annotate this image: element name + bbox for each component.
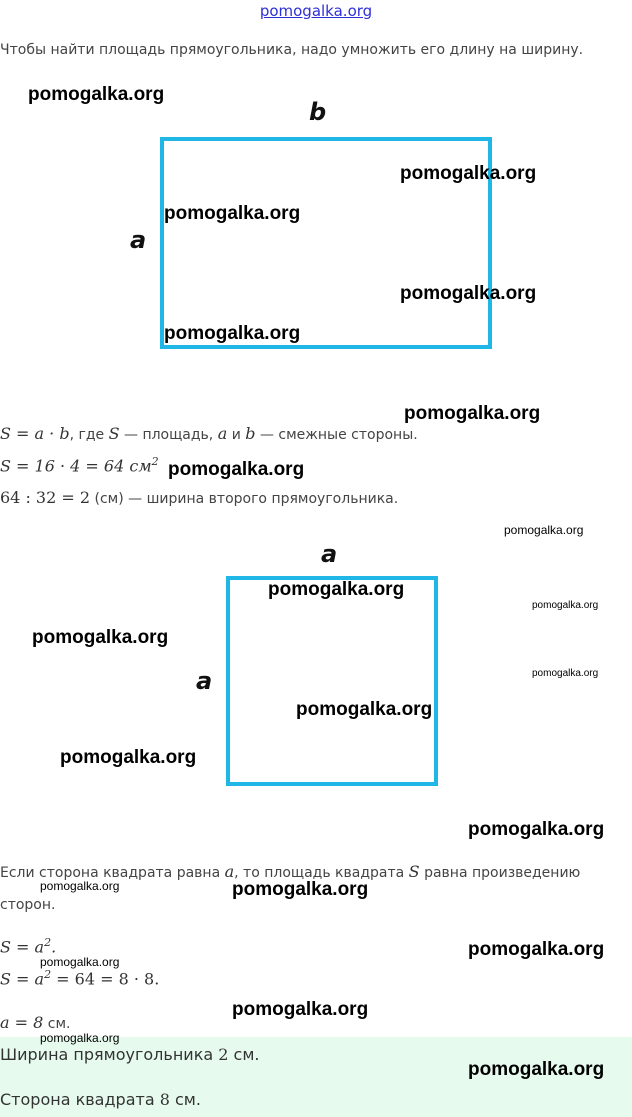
watermark: pomogalka.org bbox=[164, 203, 301, 224]
square-calc-exponent: 2 bbox=[44, 968, 52, 981]
answer-value: 2 bbox=[218, 1045, 229, 1064]
watermark: pomogalka.org bbox=[164, 323, 301, 344]
square-intro-text: , то площадь квадрата bbox=[234, 865, 409, 881]
calc-area-line bbox=[0, 455, 159, 475]
square-formula-exponent: 2 bbox=[44, 936, 52, 949]
square-side: a = 8 bbox=[0, 1013, 44, 1032]
square-intro-text: Если сторона квадрата равна bbox=[0, 865, 225, 881]
answer-line-1 bbox=[0, 1045, 259, 1064]
answer-unit: см. bbox=[169, 1090, 201, 1109]
header-site-link[interactable]: pomogalka.org bbox=[259, 2, 373, 20]
watermark: pomogalka.org bbox=[532, 668, 599, 679]
watermark: pomogalka.org bbox=[40, 955, 120, 969]
square-intro-text: равна произведению bbox=[419, 865, 581, 881]
formula-s: S = a · b bbox=[0, 424, 70, 443]
square-label-left: a bbox=[196, 667, 213, 695]
formula-var-b: b bbox=[245, 424, 256, 443]
watermark: pomogalka.org bbox=[296, 699, 433, 720]
watermark: pomogalka.org bbox=[468, 819, 605, 840]
watermark: pomogalka.org bbox=[400, 283, 537, 304]
answer-value: 8 bbox=[159, 1090, 170, 1109]
watermark: pomogalka.org bbox=[532, 600, 599, 611]
square-shape bbox=[226, 576, 438, 786]
watermark: pomogalka.org bbox=[232, 879, 369, 900]
watermark: pomogalka.org bbox=[268, 579, 405, 600]
answer-unit: см. bbox=[228, 1045, 260, 1064]
calc-width-line bbox=[0, 488, 398, 507]
watermark: pomogalka.org bbox=[468, 1059, 605, 1080]
square-intro-var-a: a bbox=[224, 862, 235, 881]
rectangle-label-top: b bbox=[309, 98, 327, 126]
watermark: pomogalka.org bbox=[40, 1031, 120, 1045]
square-calc-line bbox=[0, 968, 159, 988]
formula-text: — смежные стороны. bbox=[255, 427, 418, 443]
watermark: pomogalka.org bbox=[232, 999, 369, 1020]
calc-area: S = 16 · 4 = 64 см bbox=[0, 456, 152, 476]
square-formula-line bbox=[0, 936, 56, 956]
watermark: pomogalka.org bbox=[404, 403, 541, 424]
square-side-unit: см. bbox=[43, 1016, 71, 1032]
calc-width: 64 : 32 = 2 bbox=[0, 488, 91, 507]
formula-var-s: S bbox=[108, 424, 120, 443]
watermark: pomogalka.org bbox=[400, 163, 537, 184]
square-calc-rest: = 64 = 8 · 8. bbox=[51, 969, 160, 989]
watermark: pomogalka.org bbox=[28, 84, 165, 105]
formula-area-line bbox=[0, 424, 418, 443]
answer-text: Ширина прямоугольника bbox=[0, 1045, 219, 1064]
watermark: pomogalka.org bbox=[468, 939, 605, 960]
watermark: pomogalka.org bbox=[168, 459, 305, 480]
answer-text: Сторона квадрата bbox=[0, 1090, 160, 1109]
intro-text: Чтобы найти площадь прямоугольника, надо умножить его длину на ширину. bbox=[0, 42, 584, 58]
watermark: pomogalka.org bbox=[60, 747, 197, 768]
formula-text: , где bbox=[69, 427, 109, 443]
square-calc: S = a bbox=[0, 969, 45, 989]
calc-area-exponent: 2 bbox=[151, 455, 159, 468]
square-intro-line-2: сторон. bbox=[0, 897, 56, 913]
formula-text: и bbox=[227, 427, 246, 443]
square-intro-var-s: S bbox=[408, 862, 420, 881]
watermark: pomogalka.org bbox=[504, 523, 584, 537]
formula-text: — площадь, bbox=[119, 427, 218, 443]
square-formula-end: . bbox=[51, 937, 57, 957]
answer-line-2 bbox=[0, 1090, 201, 1109]
square-formula: S = a bbox=[0, 937, 45, 957]
calc-width-desc: (см) — ширина второго прямоугольника. bbox=[90, 491, 399, 507]
watermark: pomogalka.org bbox=[32, 627, 169, 648]
square-label-top: a bbox=[321, 540, 338, 568]
rectangle-label-left: a bbox=[130, 226, 147, 254]
watermark: pomogalka.org bbox=[40, 879, 120, 893]
formula-var-a: a bbox=[217, 424, 228, 443]
square-side-line bbox=[0, 1013, 70, 1032]
